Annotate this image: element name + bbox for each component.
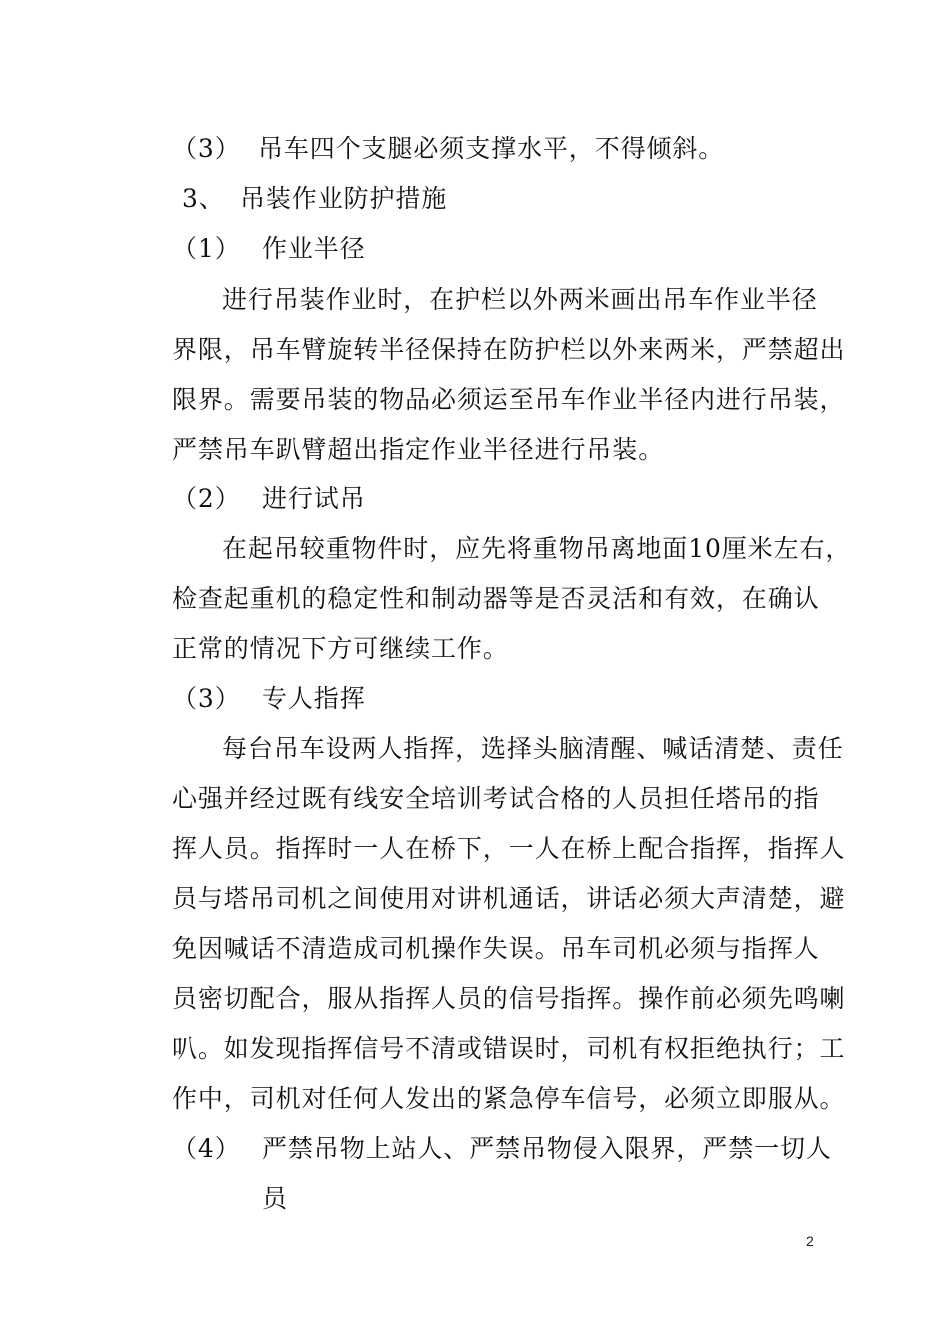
paragraph-line: 心强并经过既有线安全培训考试合格的人员担任塔吊的指 <box>172 784 820 813</box>
paragraph-line: 在起吊较重物件时，应先将重物吊离地面10厘米左右， <box>222 534 852 563</box>
paragraph-line: 叭。如发现指挥信号不清或错误时，司机有权拒绝执行；工 <box>172 1034 846 1063</box>
paragraph-line: 员 <box>262 1184 288 1213</box>
subheading-dedicated-signaler <box>172 684 366 714</box>
item-title: 进行试吊 <box>262 484 366 513</box>
item-number: （3） <box>172 684 241 713</box>
section-number: 3、 <box>182 184 225 213</box>
item-text: 吊车四个支腿必须支撑水平，不得倾斜。 <box>258 134 725 163</box>
paragraph-line: 挥人员。指挥时一人在桥下，一人在桥上配合指挥，指挥人 <box>172 834 846 863</box>
list-item-support <box>172 134 724 164</box>
paragraph-line: 检查起重机的稳定性和制动器等是否灵活和有效，在确认 <box>172 584 820 613</box>
paragraph-line: 作中，司机对任何人发出的紧急停车信号，必须立即服从。 <box>172 1084 846 1113</box>
item-number: （3） <box>172 134 241 163</box>
subheading-prohibitions <box>172 1134 832 1164</box>
paragraph-line: 员密切配合，服从指挥人员的信号指挥。操作前必须先鸣喇 <box>172 984 846 1013</box>
section-heading <box>182 184 447 214</box>
item-number: （1） <box>172 234 241 263</box>
item-title: 严禁吊物上站人、严禁吊物侵入限界，严禁一切人 <box>262 1134 832 1163</box>
paragraph-line: 界限，吊车臂旋转半径保持在防护栏以外来两米，严禁超出 <box>172 335 846 364</box>
paragraph-line: 员与塔吊司机之间使用对讲机通话，讲话必须大声清楚，避 <box>172 884 846 913</box>
item-number: （2） <box>172 484 241 513</box>
subheading-operating-radius <box>172 234 366 264</box>
item-title: 作业半径 <box>262 234 366 263</box>
paragraph-line: 进行吊装作业时，在护栏以外两米画出吊车作业半径 <box>222 285 818 314</box>
paragraph-line: 正常的情况下方可继续工作。 <box>172 634 509 663</box>
subheading-trial-lift <box>172 484 366 514</box>
item-number: （4） <box>172 1134 241 1163</box>
paragraph-line: 严禁吊车趴臂超出指定作业半径进行吊装。 <box>172 435 665 464</box>
paragraph-line: 每台吊车设两人指挥，选择头脑清醒、喊话清楚、责任 <box>222 734 844 763</box>
item-title: 专人指挥 <box>262 684 366 713</box>
paragraph-line: 免因喊话不清造成司机操作失误。吊车司机必须与指挥人 <box>172 934 820 963</box>
paragraph-line: 限界。需要吊装的物品必须运至吊车作业半径内进行吊装， <box>172 385 846 414</box>
page-number: 2 <box>806 1233 814 1249</box>
section-title: 吊装作业防护措施 <box>240 184 448 213</box>
